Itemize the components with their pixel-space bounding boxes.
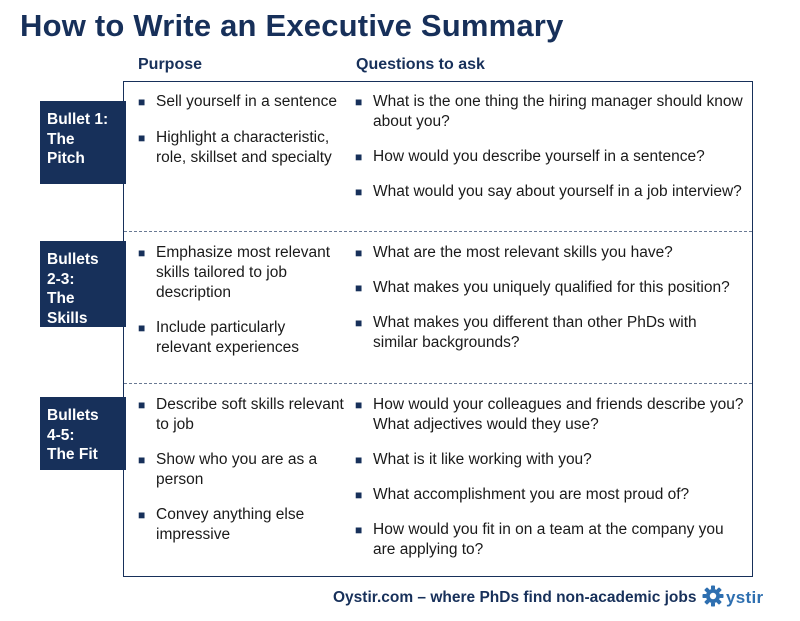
oystir-logo (702, 584, 763, 612)
column-header-questions: Questions to ask (356, 56, 485, 73)
bullet-icon: ■ (138, 131, 146, 145)
list-item: ■ What accomplishment you are most proud of? (355, 486, 690, 503)
bullet-icon: ■ (355, 316, 363, 330)
purpose-list-fit (138, 395, 344, 545)
bullet-icon: ■ (138, 508, 146, 522)
logo-text: ystir (726, 588, 764, 607)
bullet-icon: ■ (138, 95, 146, 109)
column-header-purpose: Purpose (138, 56, 203, 73)
label-line: Skills (47, 309, 88, 327)
bullet-icon: ■ (355, 95, 363, 109)
list-item: ■ What are the most relevant skills you have? (355, 244, 673, 261)
list-item: ■ Describe soft skills relevant to job (138, 396, 344, 433)
footer-tagline: Oystir.com – where PhDs find non-academic jobs (333, 589, 697, 606)
bullet-icon: ■ (138, 321, 146, 335)
bullet-icon: ■ (355, 150, 363, 164)
bullet-icon: ■ (138, 453, 146, 467)
list-item: ■ What is it like working with you? (355, 451, 592, 468)
label-line: 2-3: (47, 270, 75, 288)
label-line: Pitch (47, 150, 85, 167)
label-line: The Fit (47, 446, 98, 463)
label-line: Bullets (47, 251, 99, 268)
section-divider (124, 383, 752, 384)
page-title: How to Write an Executive Summary (20, 8, 564, 43)
list-item: ■ Convey anything else impressive (138, 506, 305, 543)
bullet-icon: ■ (355, 246, 363, 260)
bullet-icon: ■ (355, 453, 363, 467)
label-line: The (47, 290, 75, 307)
label-line: Bullet 1: (47, 111, 109, 128)
list-item: ■ What makes you different than other PhDs with similar backgrounds? (355, 314, 697, 351)
list-item: ■ Emphasize most relevant skills tailored to job description (138, 244, 331, 301)
bullet-icon: ■ (138, 398, 146, 412)
purpose-list-pitch (138, 92, 344, 168)
purpose-list-skills (138, 243, 344, 358)
bullet-icon: ■ (355, 185, 363, 199)
gear-icon (702, 585, 724, 612)
list-item: ■ How would you fit in on a team at the company you are applying to? (355, 521, 724, 558)
label-line: 4-5: (47, 426, 75, 444)
list-item: ■ Sell yourself in a sentence (138, 93, 337, 110)
section-divider (124, 231, 752, 232)
list-item: ■ Highlight a characteristic, role, skillset and specialty (138, 129, 332, 166)
bullet-icon: ■ (138, 246, 146, 260)
bullet-icon: ■ (355, 281, 363, 295)
section-label-skills (40, 241, 126, 327)
list-item: ■ Show who you are as a person (138, 451, 318, 488)
questions-list-skills (355, 243, 745, 353)
list-item: ■ What makes you uniquely qualified for this position? (355, 279, 730, 296)
list-item: ■ What would you say about yourself in a job interview? (355, 183, 742, 200)
list-item: ■ What is the one thing the hiring manager should know about you? (355, 93, 743, 130)
questions-list-fit (355, 395, 745, 560)
bullet-icon: ■ (355, 398, 363, 412)
list-item: ■ How would you describe yourself in a sentence? (355, 148, 705, 165)
list-item: ■ How would your colleagues and friends describe you? What adjectives would they use? (355, 396, 744, 433)
label-line: The (47, 130, 75, 148)
label-line: Bullets (47, 407, 99, 424)
bullet-icon: ■ (355, 523, 363, 537)
questions-list-pitch (355, 92, 745, 202)
list-item: ■ Include particularly relevant experiences (138, 319, 300, 356)
bullet-icon: ■ (355, 488, 363, 502)
section-label-pitch (40, 101, 126, 184)
section-label-fit (40, 397, 126, 470)
